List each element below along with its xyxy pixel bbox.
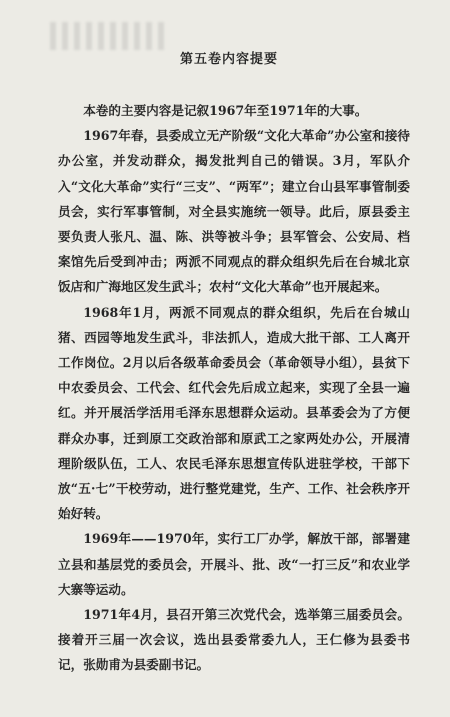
page-title: 第五卷内容提要	[179, 52, 278, 67]
paragraph-1968: 1968年1月，两派不同观点的群众组织，先后在台城山猪、西园等地发生武斗，非法抓人，造成大批干部、工人离开工作岗位。2月以后各级革命委员会（革命领导小组），县贫下中农委员会、工代会、红代会先后成立起来，实现了全县一遍红。并开展活学活用毛泽东思想群众运动。县革委会为了方便群众办事，迁到原工交政治部和原武工之家两处办公，开展清理阶级队伍，工人、农民毛泽东思想宣传队进驻学校，干部下放“五·七”干校劳动，进行整党建党，生产、工作、社会秩序开始好转。	[58, 304, 410, 522]
bleed-through-smudge	[50, 22, 170, 50]
paragraph-1967: 1967年春，县委成立无产阶级“文化大革命”办公室和接待办公室，并发动群众，揭发批判自己的错误。3月，军队介入“文化大革命”实行“三支”、“两军”；建立台山县军事管制委员会，实行军事管制，对全县实施统一领导。此后，原县委主要负责人张凡、温、陈、洪等被斗争；县军管会、公安局、档案馆先后受到冲击；两派不同观点的群众组织先后在台城北京饭店和广海地区发生武斗；农村“文化大革命”也开展起来。	[58, 128, 410, 295]
paragraph-1971: 1971年4月，县召开第三次党代会，选举第三届委员会。接着开三届一次会议，选出县委常委九人，王仁修为县委书记，张勋甫为县委副书记。	[58, 607, 410, 673]
paragraph-1969-1970: 1969年——1970年，实行工厂办学，解放干部，部署建立县和基层党的委员会，开展斗、批、改“一打三反”和农业学大寨等运动。	[58, 531, 410, 597]
body-text	[58, 98, 410, 678]
intro-paragraph: 本卷的主要内容是记叙1967年至1971年的大事。	[83, 103, 368, 118]
